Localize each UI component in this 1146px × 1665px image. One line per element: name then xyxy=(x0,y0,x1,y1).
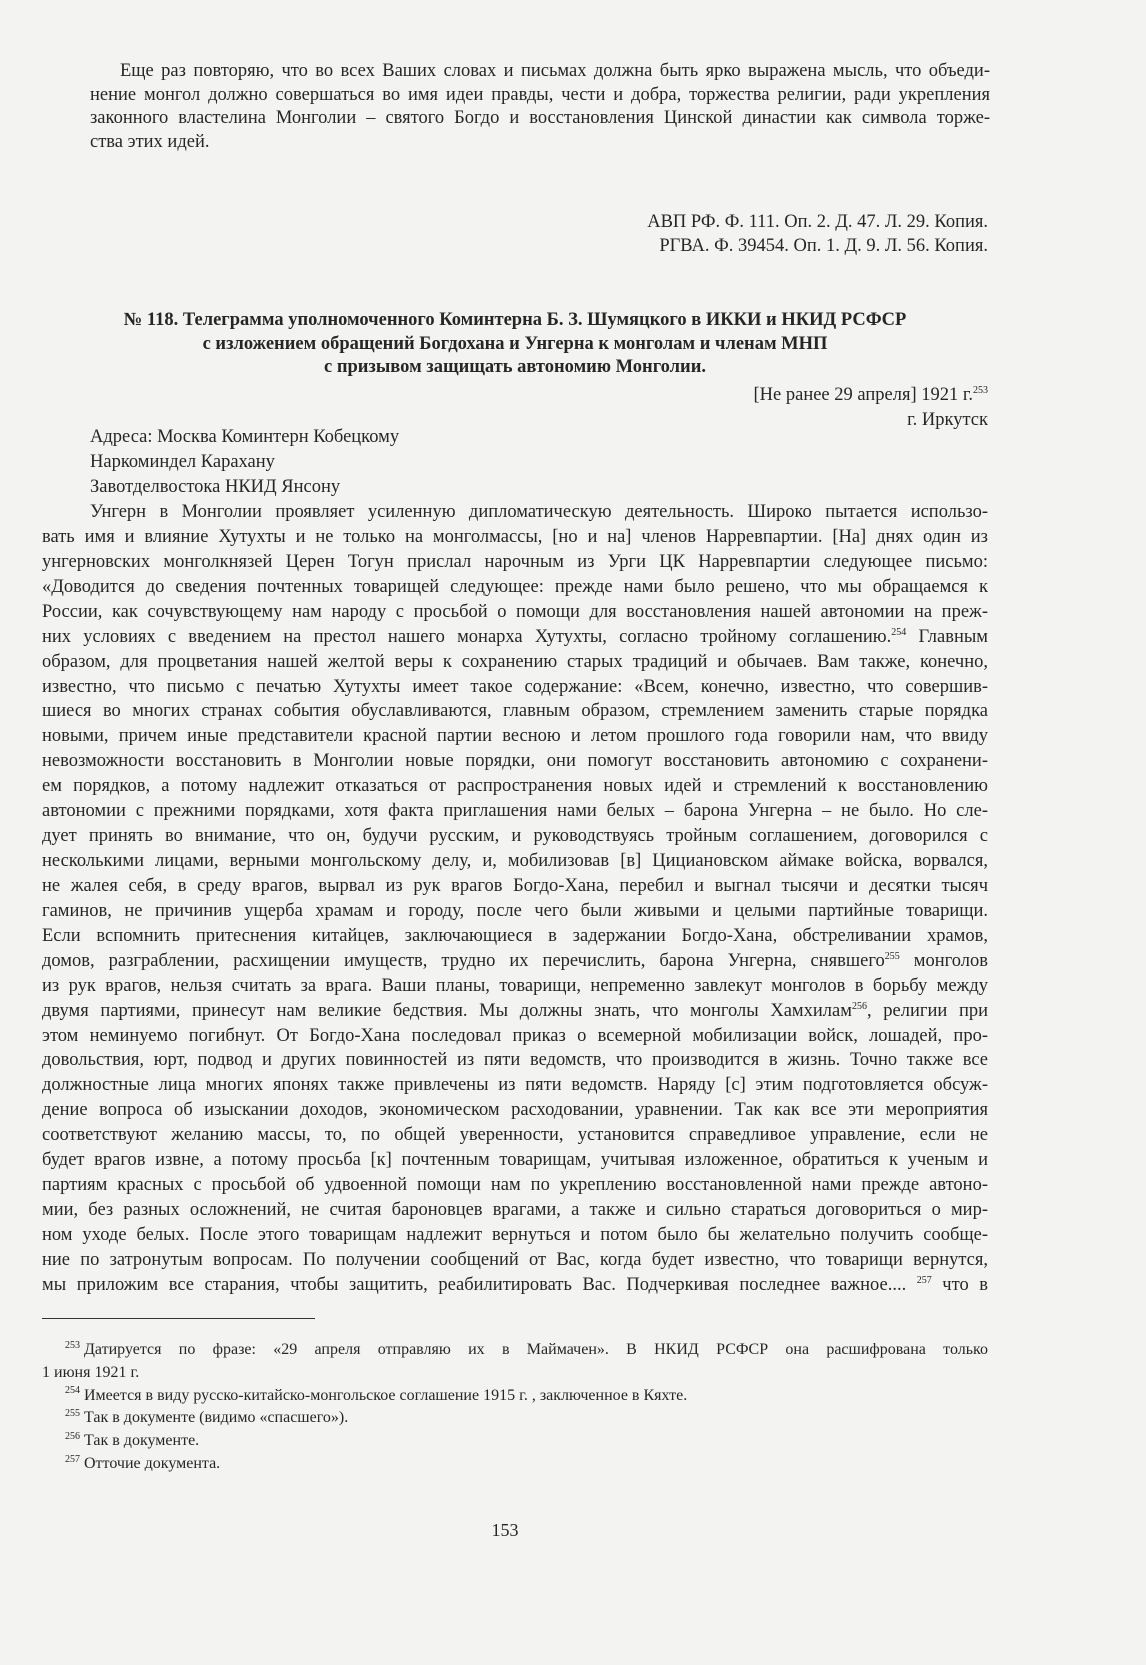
body-line xyxy=(42,1249,988,1271)
body-line xyxy=(42,1199,988,1221)
footnote xyxy=(65,1453,965,1475)
address-line xyxy=(90,426,690,448)
text: соответствуют желанию массы, то, по общей уверенности, установится справедливое управление, если не xyxy=(42,1125,988,1146)
text: дение вопроса об изыскании доходов, экономическом расходовании, уравнении. Так как все эти мероприятия xyxy=(42,1100,988,1121)
body-line xyxy=(42,626,988,648)
text: монголов xyxy=(899,950,988,971)
footnote xyxy=(65,1430,965,1452)
footnote xyxy=(65,1339,988,1361)
text: шиеся во многих странах события обуславливаются, главным образом, стремлением заменить старые порядка xyxy=(42,701,988,722)
text: Имеется в виду русско-китайско-монгольское соглашение 1915 г. , заключенное в Кяхте. xyxy=(84,1386,688,1404)
archive-reference xyxy=(500,235,988,257)
body-line xyxy=(42,925,988,947)
document-date xyxy=(500,384,988,406)
footnote-number: 255 xyxy=(65,1408,80,1420)
text: дует принять во внимание, что он, будучи русским, и руководствуясь тройным соглашением, договорился с xyxy=(42,826,988,847)
text: вать имя и влияние Хутухты и не только на монголмассы, [но и на] членов Нарревпартии. [На] днях один из xyxy=(42,526,988,547)
text: унгерновских монголкнязей Церен Тогун прислал нарочным из Урги ЦК Нарревпартии следующее письмо: xyxy=(42,551,988,572)
body-line xyxy=(42,1224,988,1246)
text: нение монгол должно совершаться во имя идеи правды, чести и добра, торжества религии, ради укрепления xyxy=(90,84,990,105)
archive-reference xyxy=(500,211,988,233)
text: ном уходе белых. После этого товарищам надлежит вернуться и потом было бы желательно получить сообще- xyxy=(42,1224,988,1245)
text: «Доводится до сведения почтенных товарищей следующее: прежде нами было решено, что мы обращаемся к xyxy=(42,576,988,597)
text: двумя партиями, принесут нам великие бедствия. Мы должны знать, что монголы Хамхилам xyxy=(42,1000,852,1021)
text: ства этих идей. xyxy=(90,131,210,152)
text: должностные лица многих японях также привлечены из пяти ведомств. Наряду [с] этим подготовляется обсуж- xyxy=(42,1075,988,1096)
body-line xyxy=(42,775,988,797)
text: с изложением обращений Богдохана и Унгерна к монголам и членам МНП xyxy=(202,333,828,354)
text: Отточие документа. xyxy=(84,1455,221,1472)
body-line xyxy=(42,1049,988,1071)
body-line xyxy=(42,1074,988,1096)
body-line xyxy=(42,725,988,747)
footnote-number: 257 xyxy=(65,1453,80,1465)
body-line xyxy=(42,875,988,897)
footnote-ref: 257 xyxy=(916,1274,932,1286)
text: Унгерн в Монголии проявляет усиленную дипломатическую деятельность. Широко пытается использо- xyxy=(90,502,988,522)
body-line xyxy=(42,975,988,997)
address-line xyxy=(90,451,690,473)
body-line xyxy=(42,551,988,573)
footnote-ref: 253 xyxy=(973,384,988,396)
text: не жалея себя, в среду врагов, вырвал из рук врагов Богдо-Хана, перебил и выгнал тысячи и десятки тысяч xyxy=(42,875,988,896)
page-number: 153 xyxy=(491,1520,519,1540)
text: домов, разграблении, расхищении имуществ, трудно их перечислить, барона Унгерна, снявшего xyxy=(42,950,885,971)
text: будет врагов извне, а потому просьба [к] почтенным товарищам, учитывая изложенное, обратиться к ученым и xyxy=(42,1150,988,1171)
text: мы приложим все старания, чтобы защитить, реабилитировать Вас. Подчеркивая последнее важное.... xyxy=(42,1274,917,1295)
body-line xyxy=(42,526,988,548)
intro-line xyxy=(90,131,990,153)
body-line xyxy=(42,1124,988,1146)
body-line xyxy=(42,850,988,872)
footnote-number: 254 xyxy=(65,1385,80,1397)
document-place xyxy=(700,409,988,431)
text: с призывом защищать автономию Монголии. xyxy=(323,357,706,377)
text: ние по затронутым вопросам. По получении сообщений от Вас, когда будет известно, что товарищи вернутся, xyxy=(42,1249,988,1270)
body-line xyxy=(42,1174,988,1196)
text: , религии при xyxy=(866,1000,988,1021)
text: Главным xyxy=(906,626,988,647)
text: Адреса: Москва Коминтерн Кобецкому xyxy=(90,427,400,447)
text: Так в документе. xyxy=(84,1432,200,1450)
text: гаминов, не причинив ущерба храмам и городу, после чего были живыми и целыми партийные товарищи. xyxy=(42,900,988,921)
body-line xyxy=(42,825,988,847)
body-line xyxy=(42,1099,988,1121)
text: Завотделвостока НКИД Янсону xyxy=(90,477,341,497)
text: автономии с прежними порядками, хотя факта приглашения нами белых – барона Унгерна – не было. Но сле- xyxy=(42,801,988,822)
body-line xyxy=(42,601,988,623)
body-line xyxy=(42,1274,988,1296)
footnote xyxy=(65,1407,965,1429)
text: партиям красных с просьбой об удвоенной помощи нам по укреплению восстановленной нами прежде автоно- xyxy=(42,1175,988,1196)
document-title xyxy=(42,309,988,331)
text: них условиях с введением на престол нашего монарха Хутухты, согласно тройному соглашению. xyxy=(42,626,892,647)
text: г. Иркутск xyxy=(907,410,988,430)
text: Наркоминдел Карахану xyxy=(90,452,275,472)
text: несколькими лицами, верными монгольскому делу, и, мобилизовав [в] Цициановском аймаке войска, ворвался, xyxy=(42,851,988,872)
footnote-ref: 255 xyxy=(884,950,900,962)
text: что в xyxy=(931,1274,988,1295)
text: образом, для процветания нашей желтой веры к сохранению старых традиций и обычаев. Вам также, конечно, xyxy=(42,651,988,672)
text: АВП РФ. Ф. 111. Оп. 2. Д. 47. Л. 29. Копия. xyxy=(647,212,988,232)
body-line xyxy=(42,800,988,822)
body-line xyxy=(42,1000,988,1022)
body-line xyxy=(42,950,988,972)
text: невозможности восстановить в Монголии новые порядки, они помогут восстановить автономию с сохранени- xyxy=(42,751,988,772)
document-title xyxy=(42,333,988,355)
body-line xyxy=(90,501,988,523)
text: из рук врагов, нельзя считать за врага. Ваши планы, товарищи, непременно завлекут монголов в борьбу между xyxy=(42,975,988,996)
text: довольствия, юрт, подвод и других повинностей из пяти ведомств, что производится в жизнь. Точно также все xyxy=(42,1050,988,1071)
intro-line xyxy=(90,84,990,106)
body-line xyxy=(42,576,988,598)
text: Еще раз повторяю, что во всех Ваших словах и письмах должна быть ярко выражена мысль, что объеди- xyxy=(120,61,990,81)
text: № 118. Телеграмма уполномоченного Коминтерна Б. З. Шумяцкого в ИККИ и НКИД РСФСР xyxy=(123,310,907,330)
text: Если вспомнить притеснения китайцев, заключающиеся в задержании Богдо-Хана, обстреливании храмов, xyxy=(42,925,988,946)
address-line xyxy=(90,476,690,498)
intro-line xyxy=(120,60,990,82)
text: Так в документе (видимо «спасшего»). xyxy=(84,1409,349,1427)
body-line xyxy=(42,651,988,673)
text: РГВА. Ф. 39454. Оп. 1. Д. 9. Л. 56. Копия. xyxy=(659,236,988,256)
text: законного властелина Монголии – святого Богдо и восстановления Цинской династии как символа торже- xyxy=(90,108,990,128)
footnote-separator xyxy=(42,1318,315,1319)
text: известно, что письмо с печатью Хутухты имеет такое содержание: «Всем, конечно, известно, что совершив- xyxy=(42,676,988,697)
text: мии, без разных осложнений, не считая бароновцев врагами, а также и сильно стараться договориться о мир- xyxy=(42,1200,988,1221)
footnote-continuation xyxy=(42,1362,642,1384)
body-line xyxy=(42,676,988,698)
text: новыми, причем иные представители красной партии весною и летом прошлого года говорили нам, что ввиду xyxy=(42,726,988,747)
text: ем порядков, а потому надлежит отказаться от распространения новых идей и стремлений к восстановлению xyxy=(42,776,988,797)
body-line xyxy=(42,1149,988,1171)
footnote-ref: 254 xyxy=(891,626,907,638)
body-line xyxy=(42,1025,988,1047)
footnote-number: 256 xyxy=(65,1430,80,1442)
footnote xyxy=(65,1385,965,1407)
text: этом неминуемо погибнут. От Богдо-Хана последовал приказ о всемерной мобилизации войск, лошадей, про- xyxy=(42,1025,988,1046)
body-line xyxy=(42,750,988,772)
text: [Не ранее 29 апреля] 1921 г. xyxy=(753,385,973,405)
text: России, как сочувствующему нам народу с просьбой о помощи для восстановления нашей автономии на преж- xyxy=(42,601,988,622)
footnote-number: 253 xyxy=(65,1339,80,1351)
text: 1 июня 1921 г. xyxy=(42,1363,140,1381)
footnote-ref: 256 xyxy=(851,1000,867,1012)
text: Датируется по фразе: «29 апреля отправляю их в Маймачен». В НКИД РСФСР она расшифрована только xyxy=(84,1341,988,1358)
body-line xyxy=(42,900,988,922)
intro-line xyxy=(90,107,990,129)
body-line xyxy=(42,700,988,722)
document-title xyxy=(42,356,988,378)
